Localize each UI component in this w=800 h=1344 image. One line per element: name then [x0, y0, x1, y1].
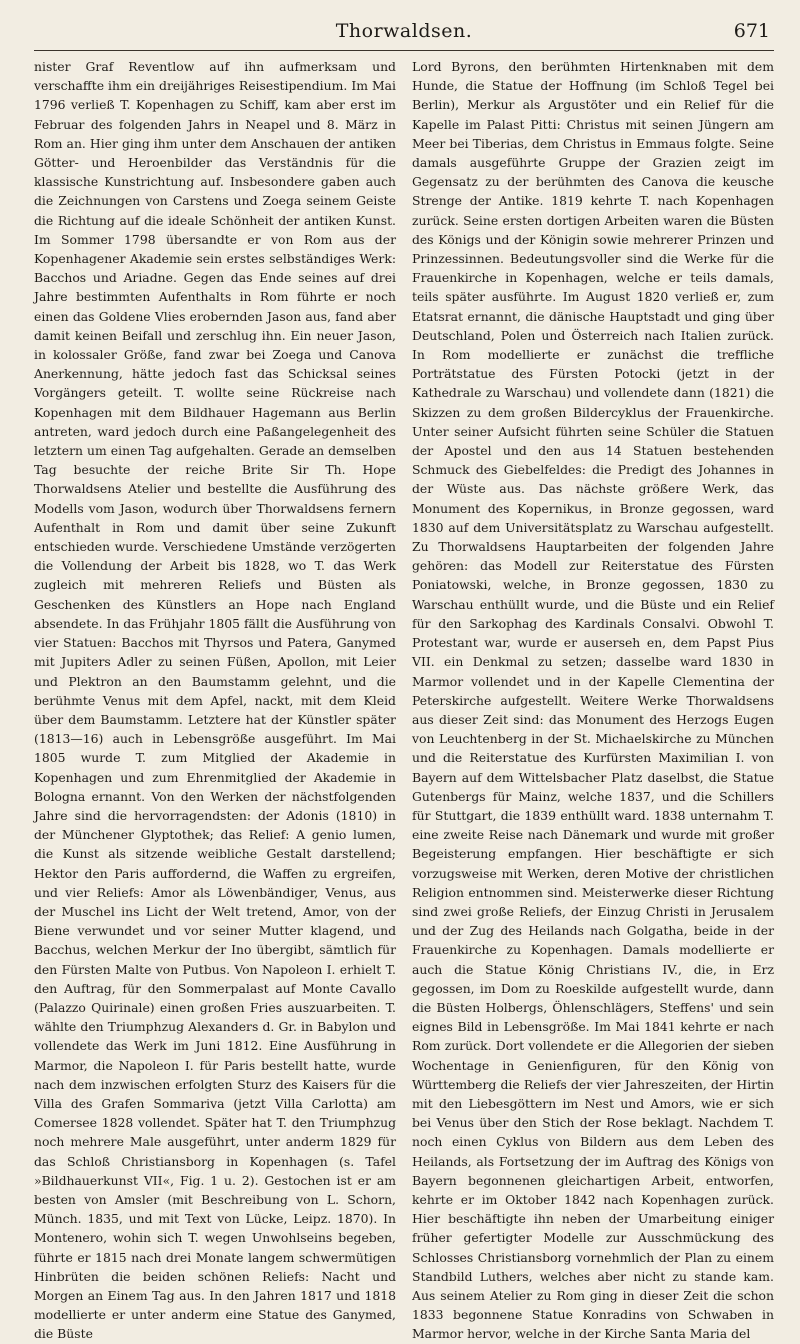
running-title: Thorwaldsen.: [335, 20, 473, 42]
header-rule: [34, 50, 774, 51]
left-column: [34, 57, 396, 1342]
page-number: 671: [733, 20, 770, 42]
right-column: [412, 57, 774, 1342]
right-column-paragraph: Lord Byrons, den berühmten Hirtenknaben mit dem Hunde, die Statue der Hoffnung (im Schloß Tegel bei Berlin), Merkur als Argustöter und ein Relief für die Kapelle im Palast Pitti: Christus mit seinen Jüngern am Meer bei Tiberias, dem Christus in Emmaus folgte. Seine damals ausgeführte Gruppe der Grazien zeigt im Gegensatz zu der berühmten des Canova die keusche Strenge der Antike. 1819 kehrte T. nach Kopenhagen zurück. Seine ersten dortigen Arbeiten waren die Büsten des Königs und der Königin sowie mehrerer Prinzen und Prinzessinnen. Bedeutungsvoller sind die Werke für die Frauenkirche in Kopenhagen, welche er teils damals, teils später ausführte. Im August 1820 verließ er, zum Etatsrat ernannt, die dänische Hauptstadt und ging über Deutschland, Polen und Österreich nach Italien zurück. In Rom modellierte er zunächst die treffliche Porträtstatue des Fürsten Potocki (jetzt in der Kathedrale zu Warschau) und vollendete dann (1821) die Skizzen zu dem großen Bildercyklus der Frauenkirche. Unter seiner Aufsicht führten seine Schüler die Statuen der Apostel und den aus 14 Statuen bestehenden Schmuck des Giebelfeldes: die Predigt des Johannes in der Wüste aus. Das nächste größere Werk, das Monument des Kopernikus, in Bronze gegossen, ward 1830 auf dem Universitätsplatz zu Warschau aufgestellt. Zu Thorwaldsens Hauptarbeiten der folgenden Jahre gehören: das Modell zur Reiterstatue des Fürsten Poniatowski, welche, in Bronze gegossen, 1830 zu Warschau enthüllt wurde, und die Büste und ein Relief für den Sarkophag des Kardinals Consalvi. Obwohl T. Protestant war, wurde er auserseh en, dem Papst Pius VII. ein Denkmal zu setzen; dasselbe ward 1830 in Marmor vollendet und in der Kapelle Clementina der Peterskirche aufgestellt. Weitere Werke Thorwaldsens aus dieser Zeit sind: das Monument des Herzogs Eugen von Leuchtenberg in der St. Michaelskirche zu München und die Reiterstatue des Kurfürsten Maximilian I. von Bayern auf dem Wittelsbacher Platz daselbst, die Statue Gutenbergs für Mainz, welche 1837, und die Schillers für Stuttgart, die 1839 enthüllt ward. 1838 unternahm T. eine zweite Reise nach Dänemark und wurde mit großer Begeisterung empfangen. Hier beschäftigte er sich vorzugsweise mit Werken, deren Motive der christlichen Religion entnommen sind. Meisterwerke dieser Richtung sind zwei große Reliefs, der Einzug Christi in Jerusalem und der Zug des Heilands nach Golgatha, beide in der Frauenkirche zu Kopenhagen. Damals modellierte er auch die Statue König Christians IV., die, in Erz gegossen, im Dom zu Roeskilde aufgestellt wurde, dann die Büsten Holbergs, Öhlenschlägers, Steffens' und sein eignes Bild in Lebensgröße. Im Mai 1841 kehrte er nach Rom zurück. Dort vollendete er die Allegorien der sieben Wochentage in Genienfiguren, für den König von Württemberg die Reliefs der vier Jahreszeiten, der Hirtin mit den Liebesgöttern im Nest und Amors, wie er sich bei Venus über den Stich der Rose beklagt. Nachdem T. noch einen Cyklus von Bildern aus dem Leben des Heilands, als Fortsetzung der im Auftrag des Königs von Bayern begonnenen gleichartigen Arbeit, entworfen, kehrte er im Oktober 1842 nach Kopenhagen zurück. Hier beschäftigte ihn neben der Umarbeitung einiger früher gefertigter Modelle zur Ausschmückung des Schlosses Christiansborg vornehmlich der Plan zu einem Standbild Luthers, welches aber nicht zu stande kam. Aus seinem Atelier zu Rom ging in dieser Zeit die schon 1833 begonnene Statue Konradins von Schwaben in Marmor hervor, welche in der Kirche Santa Maria del: [412, 59, 774, 1342]
left-column-paragraph: nister Graf Reventlow auf ihn aufmerksam und verschaffte ihm ein dreijähriges Reisestipendium. Im Mai 1796 verließ T. Kopenhagen zu Schiff, kam aber erst im Februar des folgenden Jahrs in Neapel und 8. März in Rom an. Hier ging ihm unter dem Anschauen der antiken Götter- und Heroenbilder das Verständnis für die klassische Kunstrichtung auf. Insbesondere gaben auch die Zeichnungen von Carstens und Zoega seinem Geiste die Richtung auf die ideale Schönheit der antiken Kunst. Im Sommer 1798 übersandte er von Rom aus der Kopenhagener Akademie sein erstes selbständiges Werk: Bacchos und Ariadne. Gegen das Ende seines auf drei Jahre bestimmten Aufenthalts in Rom führte er noch einen das Goldene Vlies erobernden Jason aus, fand aber damit keinen Beifall und zerschlug ihn. Ein neuer Jason, in kolossaler Größe, fand zwar bei Zoega und Canova Anerkennung, hätte jedoch fast das Schicksal seines Vorgängers geteilt. T. wollte seine Rückreise nach Kopenhagen mit dem Bildhauer Hagemann aus Berlin antreten, ward jedoch durch eine Paßangelegenheit des letztern um einen Tag aufgehalten. Gerade an demselben Tag besuchte der reiche Brite Sir Th. Hope Thorwaldsens Atelier und bestellte die Ausführung des Modells vom Jason, wodurch über Thorwaldsens fernern Aufenthalt in Rom und damit über seine Zukunft entschieden wurde. Verschiedene Umstände verzögerten die Vollendung der Arbeit bis 1828, wo T. das Werk zugleich mit mehreren Reliefs und Büsten als Geschenken des Künstlers an Hope nach England absendete. In das Frühjahr 1805 fällt die Ausführung von vier Statuen: Bacchos mit Thyrsos und Patera, Ganymed mit Jupiters Adler zu seinen Füßen, Apollon, mit Leier und Plektron an den Baumstamm gelehnt, und die berühmte Venus mit dem Apfel, nackt, mit dem Kleid über dem Baumstamm. Letztere hat der Künstler später (1813—16) auch in Lebensgröße ausgeführt. Im Mai 1805 wurde T. zum Mitglied der Akademie in Kopenhagen und zum Ehrenmitglied der Akademie in Bologna ernannt. Von den Werken der nächstfolgenden Jahre sind die hervorragendsten: der Adonis (1810) in der Münchener Glyptothek; das Relief: A genio lumen, die Kunst als sitzende weibliche Gestalt darstellend; Hektor den Paris auffordernd, die Waffen zu ergreifen, und vier Reliefs: Amor als Löwenbändiger, Venus, aus der Muschel ins Licht der Welt tretend, Amor, von der Biene verwundet und vor seiner Mutter klagend, und Bacchus, welchen Merkur der Ino übergibt, sämtlich für den Fürsten Malte von Putbus. Von Napoleon I. erhielt T. den Auftrag, für den Sommerpalast auf Monte Cavallo (Palazzo Quirinale) einen großen Fries auszuarbeiten. T. wählte den Triumphzug Alexanders d. Gr. in Babylon und vollendete das Werk im Juni 1812. Eine Ausführung in Marmor, die Napoleon I. für Paris bestellt hatte, wurde nach dem inzwischen erfolgten Sturz des Kaisers für die Villa des Grafen Sommariva (jetzt Villa Carlotta) am Comersee 1828 vollendet. Später hat T. den Triumphzug noch mehrere Male ausgeführt, unter anderm 1829 für das Schloß Christiansborg in Kopenhagen (s. Tafel »Bildhauerkunst VII«, Fig. 1 u. 2). Gestochen ist er am besten von Amsler (mit Beschreibung von L. Schorn, Münch. 1835, und mit Text von Lücke, Leipz. 1870). In Montenero, wohin sich T. wegen Unwohlseins begeben, führte er 1815 nach drei Monate langem schwermütigen Hinbrüten die beiden schönen Reliefs: Nacht und Morgen an Einem Tag aus. In den Jahren 1817 und 1818 modellierte er unter anderm eine Statue des Ganymed, die Büste: [34, 59, 396, 1342]
page-header: [34, 16, 774, 46]
text-columns: [34, 57, 774, 1342]
